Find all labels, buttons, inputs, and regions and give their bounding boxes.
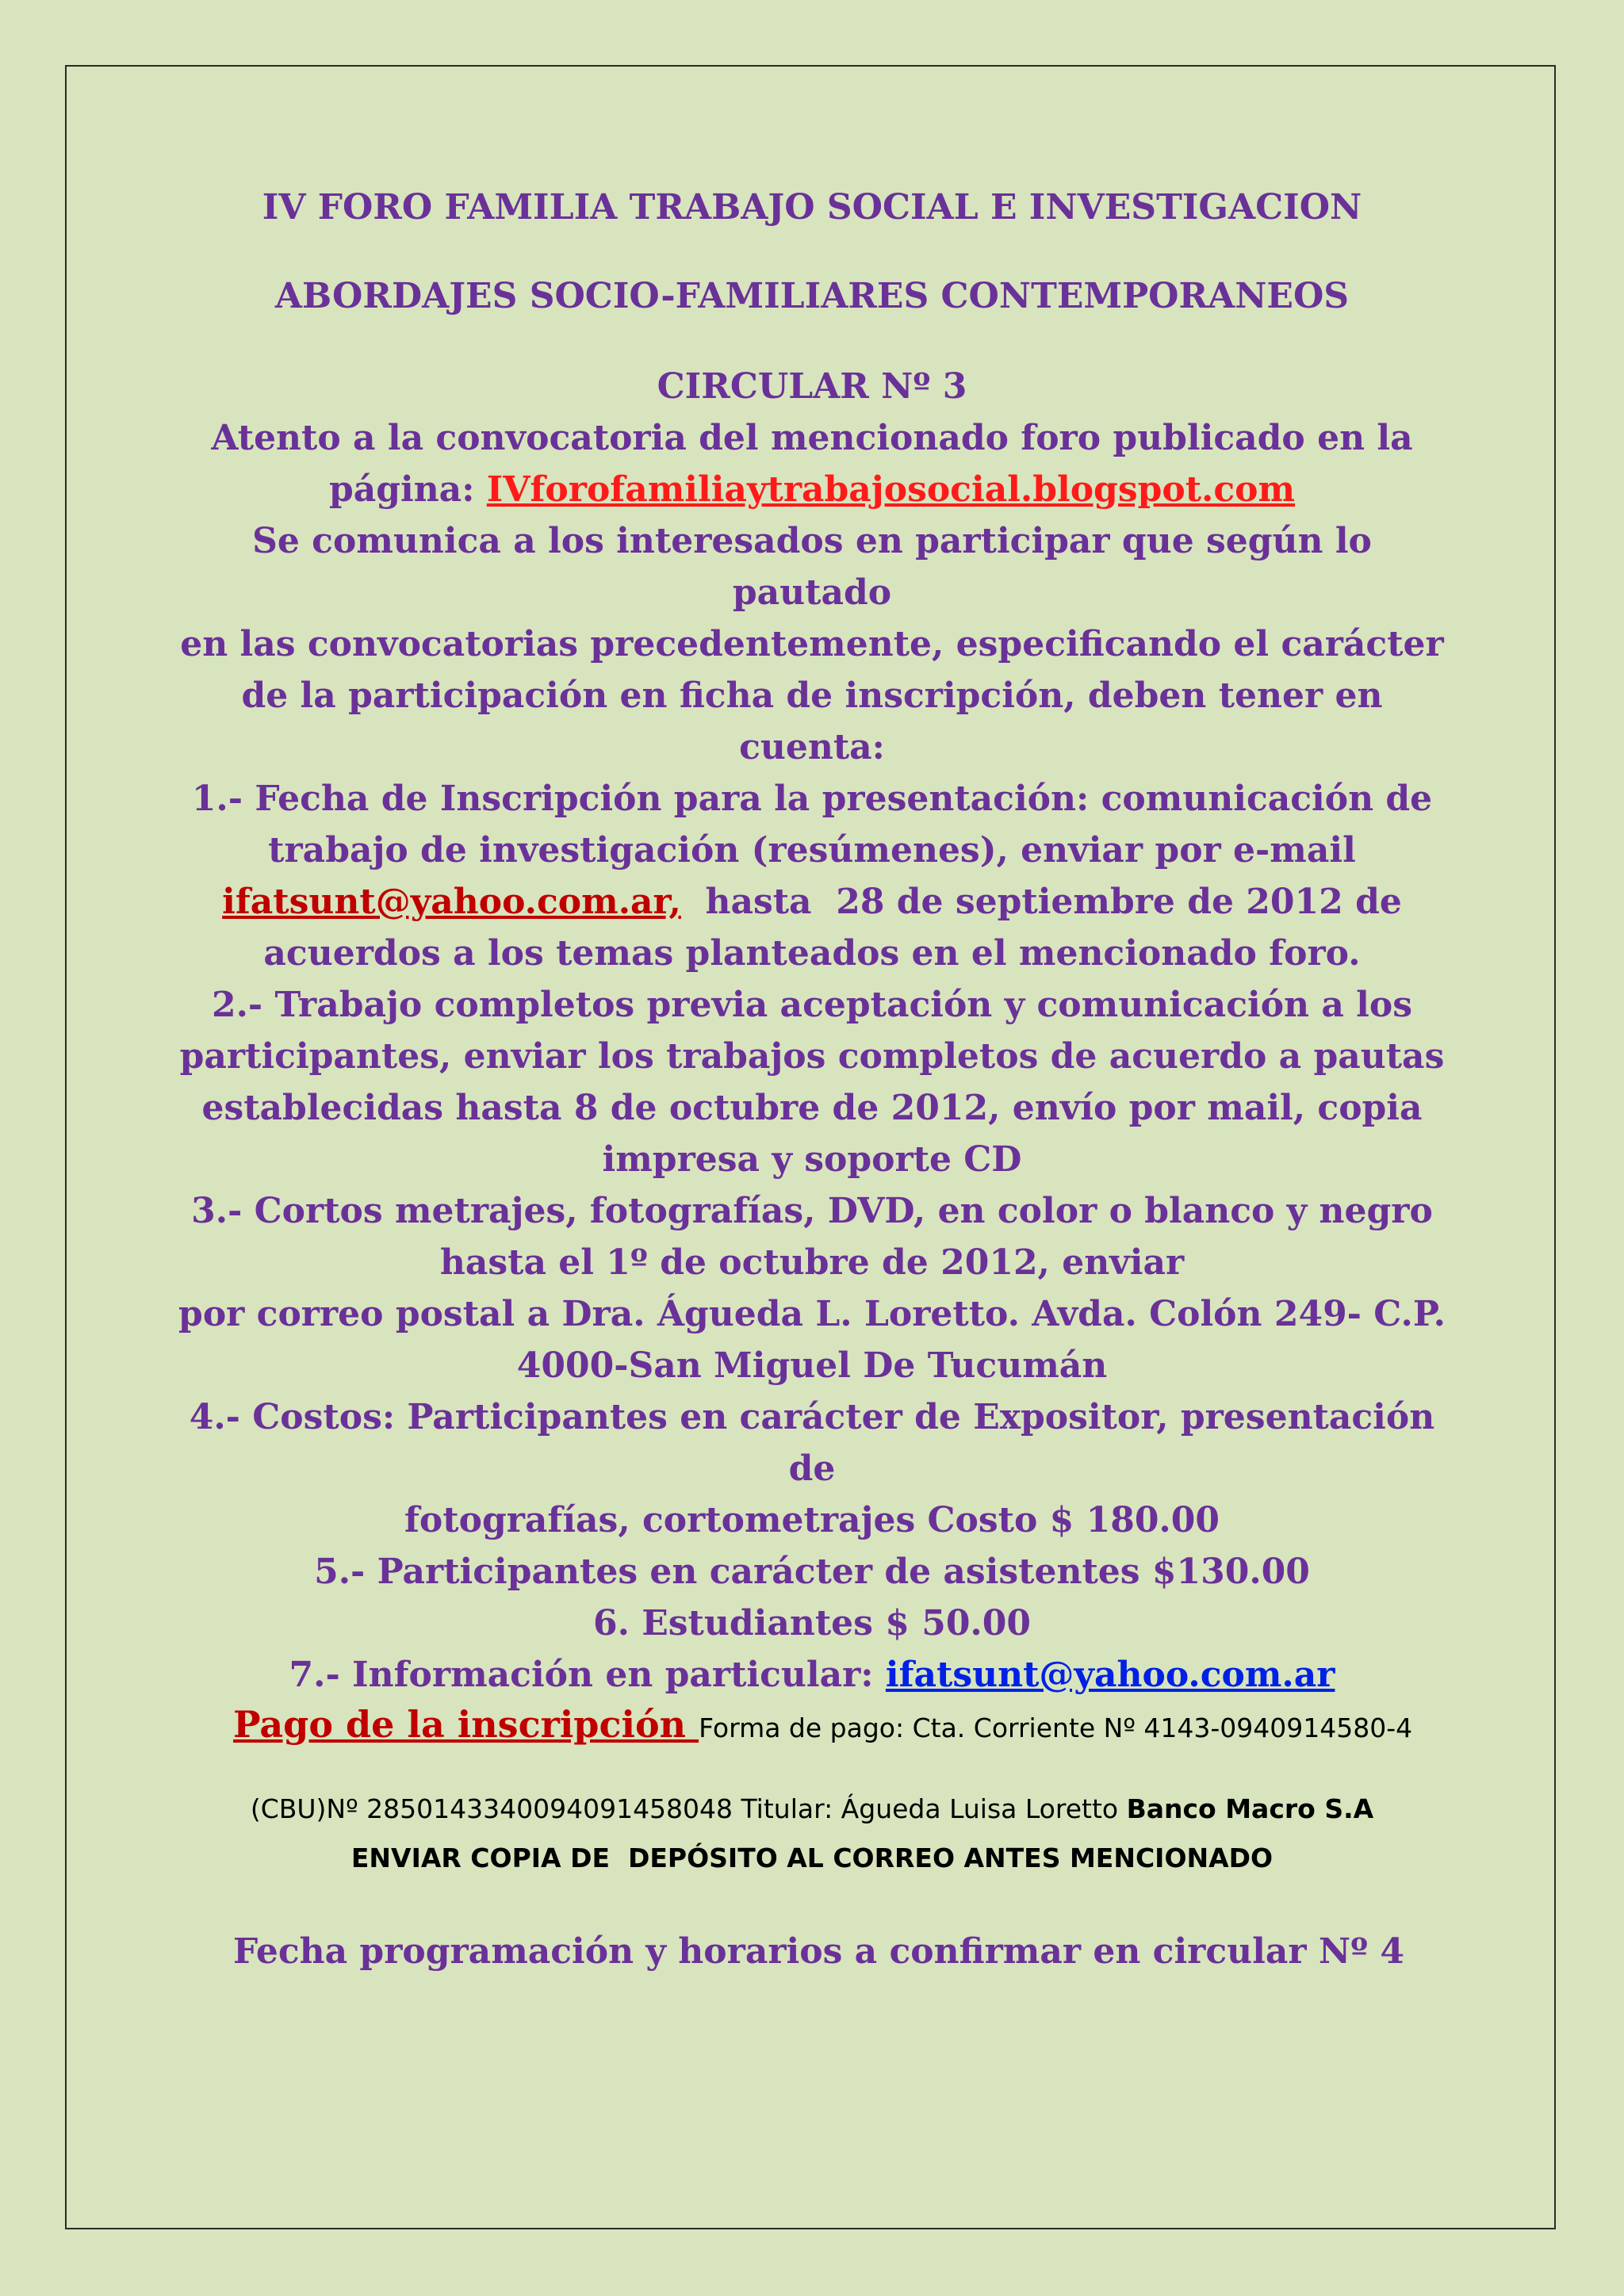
item-2-line-2: participantes, enviar los trabajos completos de acuerdo a pautas bbox=[179, 1036, 1445, 1077]
item-5: 5.- Participantes en carácter de asistentes $130.00 bbox=[314, 1552, 1310, 1592]
item-1-line-1: 1.- Fecha de Inscripción para la presentación: comunicación de bbox=[191, 779, 1433, 819]
cbu-details: (CBU)Nº 2850143340094091458048 Titular: Águeda Luisa Loretto bbox=[250, 1793, 1127, 1824]
intro-line-2 bbox=[174, 464, 1450, 515]
item-1-line-3 bbox=[174, 876, 1450, 928]
item-2-line-1: 2.- Trabajo completos previa aceptación y comunicación a los bbox=[211, 985, 1413, 1025]
forum-title: IV FORO FAMILIA TRABAJO SOCIAL E INVESTIGACION bbox=[262, 187, 1362, 228]
intro-prefix: página: bbox=[328, 469, 487, 510]
send-deposit-text: ENVIAR COPIA DE DEPÓSITO AL CORREO ANTES MENCIONADO bbox=[350, 1843, 1274, 1873]
cbu-line bbox=[174, 1787, 1450, 1836]
payment-heading: Pago de la inscripción bbox=[233, 1703, 699, 1746]
item-3-line-2: hasta el 1º de octubre de 2012, enviar bbox=[439, 1242, 1185, 1283]
send-deposit-notice bbox=[174, 1836, 1450, 1885]
email-link-inscripcion[interactable]: ifatsunt@yahoo.com.ar, bbox=[222, 882, 681, 922]
item-1-deadline: hasta 28 de septiembre de 2012 de bbox=[680, 882, 1402, 922]
email-link-info[interactable]: ifatsunt@yahoo.com.ar bbox=[885, 1655, 1335, 1695]
item-4-line-2: fotografías, cortometrajes Costo $ 180.00 bbox=[404, 1500, 1220, 1540]
item-7 bbox=[174, 1649, 1450, 1701]
item-2-line-4: impresa y soporte CD bbox=[602, 1139, 1022, 1180]
item-2-line-3: establecidas hasta 8 de octubre de 2012, envío por mail, copia bbox=[201, 1088, 1423, 1128]
payment-line bbox=[233, 1701, 1450, 1752]
intro-line-1: Atento a la convocatoria del mencionado foro publicado en la bbox=[211, 418, 1413, 458]
paragraph-line-2: en las convocatorias precedentemente, especificando el carácter bbox=[180, 624, 1444, 664]
final-note: Fecha programación y horarios a confirmar en circular Nº 4 bbox=[233, 1931, 1405, 1972]
circular-document bbox=[174, 182, 1450, 1977]
payment-account: Forma de pago: Cta. Corriente Nº 4143-0940914580-4 bbox=[699, 1712, 1413, 1743]
blog-link[interactable]: IVforofamiliaytrabajosocial.blogspot.com bbox=[486, 469, 1296, 510]
item-3-line-3: por correo postal a Dra. Águeda L. Loretto. Avda. Colón 249- C.P. bbox=[178, 1294, 1446, 1334]
paragraph-line-1: Se comunica a los interesados en participar que según lo pautado bbox=[252, 521, 1372, 613]
item-6: 6. Estudiantes $ 50.00 bbox=[593, 1603, 1031, 1644]
item-3-line-4: 4000-San Miguel De Tucumán bbox=[516, 1345, 1108, 1386]
item-1-line-2: trabajo de investigación (resúmenes), enviar por e-mail bbox=[268, 830, 1356, 871]
item-3-line-1: 3.- Cortos metrajes, fotografías, DVD, en color o blanco y negro bbox=[191, 1191, 1433, 1231]
forum-subtitle: ABORDAJES SOCIO-FAMILIARES CONTEMPORANEOS bbox=[274, 276, 1350, 316]
circular-number: CIRCULAR Nº 3 bbox=[657, 366, 967, 407]
item-7-label: 7.- Información en particular: bbox=[289, 1655, 886, 1695]
item-4-line-1: 4.- Costos: Participantes en carácter de Expositor, presentación de bbox=[189, 1397, 1435, 1489]
item-1-line-4: acuerdos a los temas planteados en el mencionado foro. bbox=[263, 933, 1361, 974]
bank-name: Banco Macro S.A bbox=[1126, 1793, 1374, 1824]
paragraph-line-3: de la participación en ficha de inscripción, deben tener en cuenta: bbox=[241, 675, 1383, 767]
